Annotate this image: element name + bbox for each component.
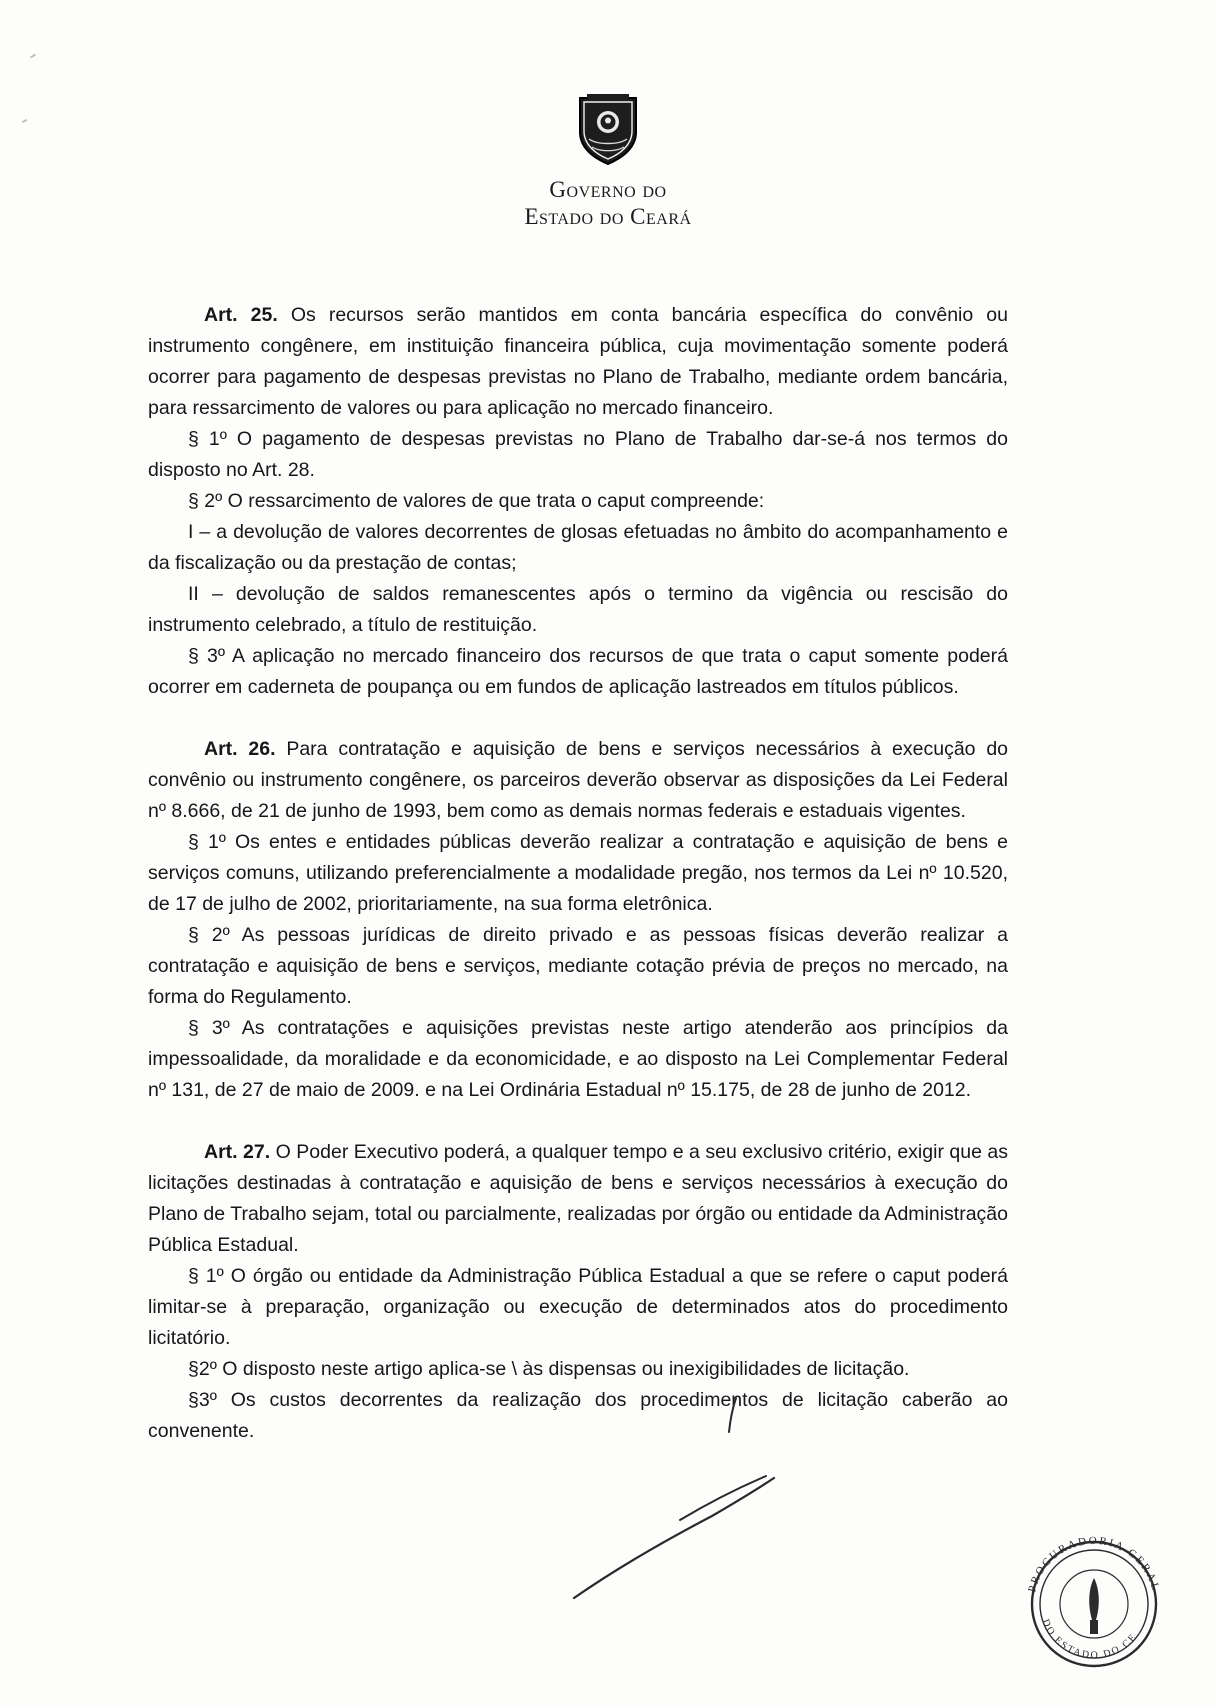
coat-of-arms-icon (575, 92, 641, 166)
article-paragraph (148, 827, 1008, 920)
article-caput-text: O Poder Executivo poderá, a qualquer tempo e a seu exclusivo critério, exigir que as licitações destinadas à contratação e aquisição de bens e serviços necessários à execução do Plano de Trabalho sejam, total ou parcialmente, realizadas por órgão ou entidade da Administração Pública Estadual. (148, 1141, 1009, 1256)
document-header (0, 92, 1216, 230)
paragraph-text: §2º O disposto neste artigo aplica-se \ às dispensas ou inexigibilidades de licitação. (188, 1358, 910, 1380)
government-title-line-2: Estado do Ceará (524, 204, 692, 230)
paragraph-spacer (148, 703, 1008, 734)
article-paragraph (148, 579, 1008, 641)
paragraph-text: § 3º As contratações e aquisições previstas neste artigo atenderão aos princípios da impessoalidade, da moralidade e da economicidade, e ao disposto na Lei Complementar Federal nº 131, de 27 de maio de 2009. e na Lei Ordinária Estadual nº 15.175, de 28 de junho de 2012. (148, 1017, 1008, 1101)
paragraph-text: § 1º O órgão ou entidade da Administração Pública Estadual a que se refere o caput poderá limitar-se à preparação, organização ou execução de determinados atos do procedimento licitatório. (148, 1265, 1008, 1349)
procuradoria-stamp (1010, 1520, 1178, 1688)
paragraph-text: § 2º As pessoas jurídicas de direito privado e as pessoas físicas deverão realizar a contratação e aquisição de bens e serviços, mediante cotação prévia de preços no mercado, na forma do Regulamento. (148, 924, 1008, 1008)
article-caput-text: Para contratação e aquisição de bens e serviços necessários à execução do convênio ou instrumento congênere, os parceiros deverão observar as disposições da Lei Federal nº 8.666, de 21 de junho de 1993, bem como as demais normas federais e estaduais vigentes. (148, 738, 1009, 822)
paragraph-text: § 2º O ressarcimento de valores de que trata o caput compreende: (188, 490, 765, 512)
government-title-line-1: Governo do (549, 177, 667, 202)
article-paragraph (148, 1385, 1008, 1447)
article-paragraph (148, 517, 1008, 579)
article-caput (148, 1137, 1008, 1261)
svg-text:PROCURADORIA GERAL: PROCURADORIA GERAL (1026, 1534, 1162, 1594)
article-paragraph (148, 424, 1008, 486)
document-body (148, 300, 1008, 1447)
article-label: Art. 25. (204, 304, 278, 326)
article-paragraph (148, 1013, 1008, 1106)
article-paragraph (148, 641, 1008, 703)
article-label: Art. 26. (204, 738, 276, 760)
article-caput (148, 300, 1008, 424)
article-paragraph (148, 920, 1008, 1013)
svg-text:DO ESTADO DO CE: DO ESTADO DO CE (1039, 1617, 1140, 1662)
paragraph-text: § 1º O pagamento de despesas previstas no Plano de Trabalho dar-se-á nos termos do disposto no Art. 28. (148, 428, 1008, 481)
article-caput (148, 734, 1008, 827)
article-paragraph (148, 1354, 1008, 1385)
paragraph-text: I – a devolução de valores decorrentes de glosas efetuadas no âmbito do acompanhamento e da fiscalização ou da prestação de contas; (148, 521, 1008, 574)
paragraph-spacer (148, 1106, 1008, 1137)
article-paragraph (148, 1261, 1008, 1354)
paragraph-text: §3º Os custos decorrentes da realização dos procedimentos de licitação caberão ao convenente. (148, 1389, 1008, 1442)
article-label: Art. 27. (204, 1141, 271, 1163)
page-speck (30, 53, 36, 58)
article-paragraph (148, 486, 1008, 517)
paragraph-text: § 3º A aplicação no mercado financeiro dos recursos de que trata o caput somente poderá ocorrer em caderneta de poupança ou em fundos de aplicação lastreados em títulos públicos. (148, 645, 1008, 698)
article-caput-text: Os recursos serão mantidos em conta bancária específica do convênio ou instrumento congênere, em instituição financeira pública, cuja movimentação somente poderá ocorrer para pagamento de despesas previstas no Plano de Trabalho, mediante ordem bancária, para ressarcimento de valores ou para aplicação no mercado financeiro. (148, 304, 1008, 419)
paragraph-text: § 1º Os entes e entidades públicas deverão realizar a contratação e aquisição de bens e serviços comuns, utilizando preferencialmente a modalidade pregão, nos termos da Lei nº 10.520, de 17 de julho de 2002, prioritariamente, na sua forma eletrônica. (148, 831, 1008, 915)
paragraph-text: II – devolução de saldos remanescentes após o termino da vigência ou rescisão do instrumento celebrado, a título de restituição. (148, 583, 1008, 636)
